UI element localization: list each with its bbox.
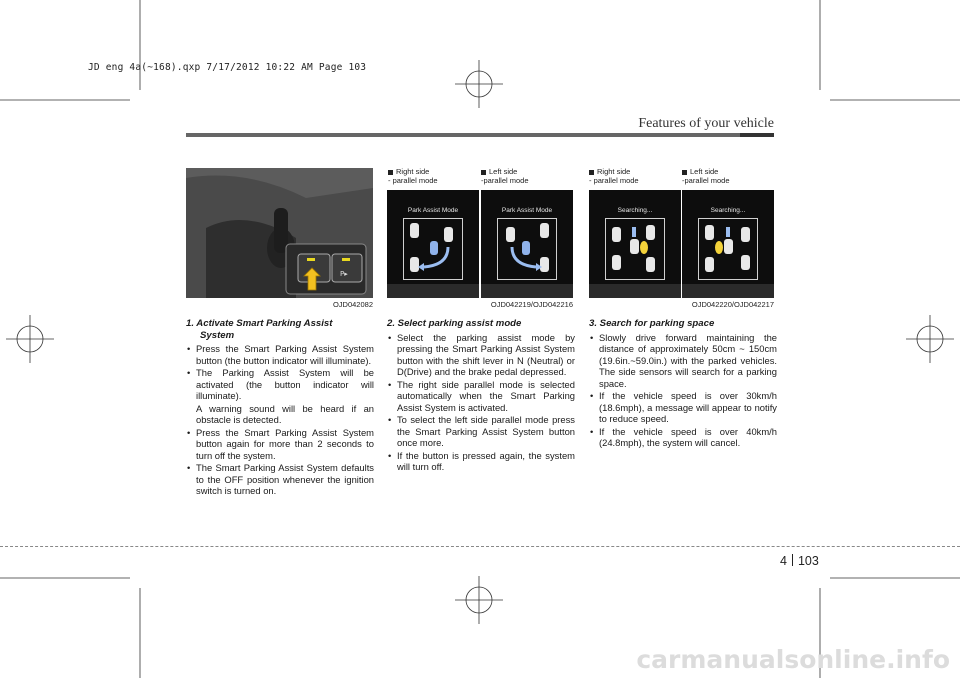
- list-item: • Press the Smart Parking Assist System button (the button indicator will illuminate).: [186, 343, 374, 366]
- list-item: • If the button is pressed again, the system will turn off.: [387, 450, 575, 473]
- footer-divider: [0, 546, 960, 547]
- section-heading: 3. Search for parking space: [589, 318, 715, 329]
- list-item: • If the vehicle speed is over 30km/h (18.6mph), a message will appear to notify to reduce speed.: [589, 390, 777, 425]
- list-item: • Slowly drive forward maintaining the distance of approximately 50cm ~ 150cm (19.6in.~59.0in.) with the parked vehicles. The side sensors will search for a parking space.: [589, 332, 777, 390]
- list-item: • If the vehicle speed is over 40km/h (24.8mph), the system will cancel.: [589, 426, 777, 449]
- square-bullet-icon: [589, 170, 594, 175]
- odometer-strip: [387, 284, 479, 298]
- cluster-screen-park-assist-right: [387, 190, 479, 298]
- square-bullet-icon: [481, 170, 486, 175]
- parked-car-icon: [612, 227, 621, 242]
- odometer-strip: [682, 284, 774, 298]
- page-number-divider: [792, 554, 793, 566]
- figure-code: OJD042082: [332, 300, 373, 309]
- label-text: Left side -parallel mode: [682, 167, 730, 185]
- bullet-list: [387, 332, 575, 473]
- square-bullet-icon: [682, 170, 687, 175]
- parking-diagram: [605, 218, 665, 280]
- cluster-screen-searching-left: [682, 190, 774, 298]
- label-text: Left side -parallel mode: [481, 167, 529, 185]
- screen-title: Park Assist Mode: [407, 207, 459, 214]
- list-item: • The right side parallel mode is selected automatically when the Smart Parking Assist System is activated.: [387, 379, 575, 414]
- print-slug: JD eng 4a(~168).qxp 7/17/2012 10:22 AM Page 103: [88, 62, 367, 73]
- list-item: • The Parking Assist System will be activated (the button indicator will illuminate).: [186, 367, 374, 402]
- chapter-number: 4: [780, 554, 787, 568]
- sensor-wave-icon: [715, 241, 723, 254]
- forward-arrow-icon: [632, 227, 636, 237]
- section-activate: [186, 318, 374, 498]
- note-text: A warning sound will be heard if an obstacle is detected.: [196, 402, 374, 425]
- own-car-icon: [724, 239, 733, 254]
- screen-title: Searching...: [617, 207, 653, 214]
- section-heading: 2. Select parking assist mode: [387, 318, 522, 329]
- figure-label-left-side: [481, 168, 571, 185]
- parked-car-icon: [646, 225, 655, 240]
- square-bullet-icon: [388, 170, 393, 175]
- odometer-strip: [481, 284, 573, 298]
- screen-title: Searching...: [710, 207, 746, 214]
- curved-arrow-icon: [404, 219, 462, 279]
- console-illustration: [186, 168, 373, 298]
- bullet-list: [589, 332, 777, 449]
- cluster-screen-searching-right: [589, 190, 681, 298]
- bullet-list: [186, 343, 374, 402]
- forward-arrow-icon: [726, 227, 730, 237]
- own-car-icon: [630, 239, 639, 254]
- watermark: carmanualsonline.info: [636, 645, 950, 674]
- figure-code: OJD042219/OJD042216: [490, 300, 573, 309]
- screen-title: Park Assist Mode: [501, 207, 553, 214]
- parked-car-icon: [741, 227, 750, 242]
- parked-car-icon: [705, 225, 714, 240]
- bullet-list: [186, 427, 374, 497]
- parking-diagram: [698, 218, 758, 280]
- figure-label-left-side: [682, 168, 772, 185]
- parking-diagram: [497, 218, 557, 280]
- parked-car-icon: [741, 255, 750, 270]
- parked-car-icon: [646, 257, 655, 272]
- svg-text:P▸: P▸: [340, 270, 348, 278]
- section-heading: 1. Activate Smart Parking Assist System: [186, 318, 333, 341]
- label-text: Right side - parallel mode: [589, 167, 639, 185]
- label-text: Right side - parallel mode: [388, 167, 438, 185]
- section-title: Features of your vehicle: [638, 116, 774, 131]
- page-number-value: 103: [797, 554, 819, 568]
- parked-car-icon: [705, 257, 714, 272]
- figure-code: OJD042220/OJD042217: [691, 300, 774, 309]
- section-search-space: [589, 318, 777, 450]
- sensor-wave-icon: [640, 241, 648, 254]
- parked-car-icon: [612, 255, 621, 270]
- header-rule-accent: [740, 133, 774, 137]
- cluster-screen-park-assist-left: [481, 190, 573, 298]
- curved-arrow-icon: [498, 219, 556, 279]
- list-item: • The Smart Parking Assist System defaults to the OFF position whenever the ignition switch is turned on.: [186, 462, 374, 497]
- figure-label-right-side: [388, 168, 478, 185]
- list-item: • Select the parking assist mode by pressing the Smart Parking Assist System button with the shift lever in N (Neutral) or D(Drive) and the brake pedal depressed.: [387, 332, 575, 378]
- figure-label-right-side: [589, 168, 679, 185]
- page-number: [780, 554, 819, 568]
- list-item: • To select the left side parallel mode press the Smart Parking Assist System button once more.: [387, 414, 575, 449]
- section-select-mode: [387, 318, 575, 474]
- parking-diagram: [403, 218, 463, 280]
- header-rule: [186, 133, 774, 137]
- figure-console-photo: [186, 168, 373, 298]
- list-item: • Press the Smart Parking Assist System button again for more than 2 seconds to turn off the system.: [186, 427, 374, 462]
- odometer-strip: [589, 284, 681, 298]
